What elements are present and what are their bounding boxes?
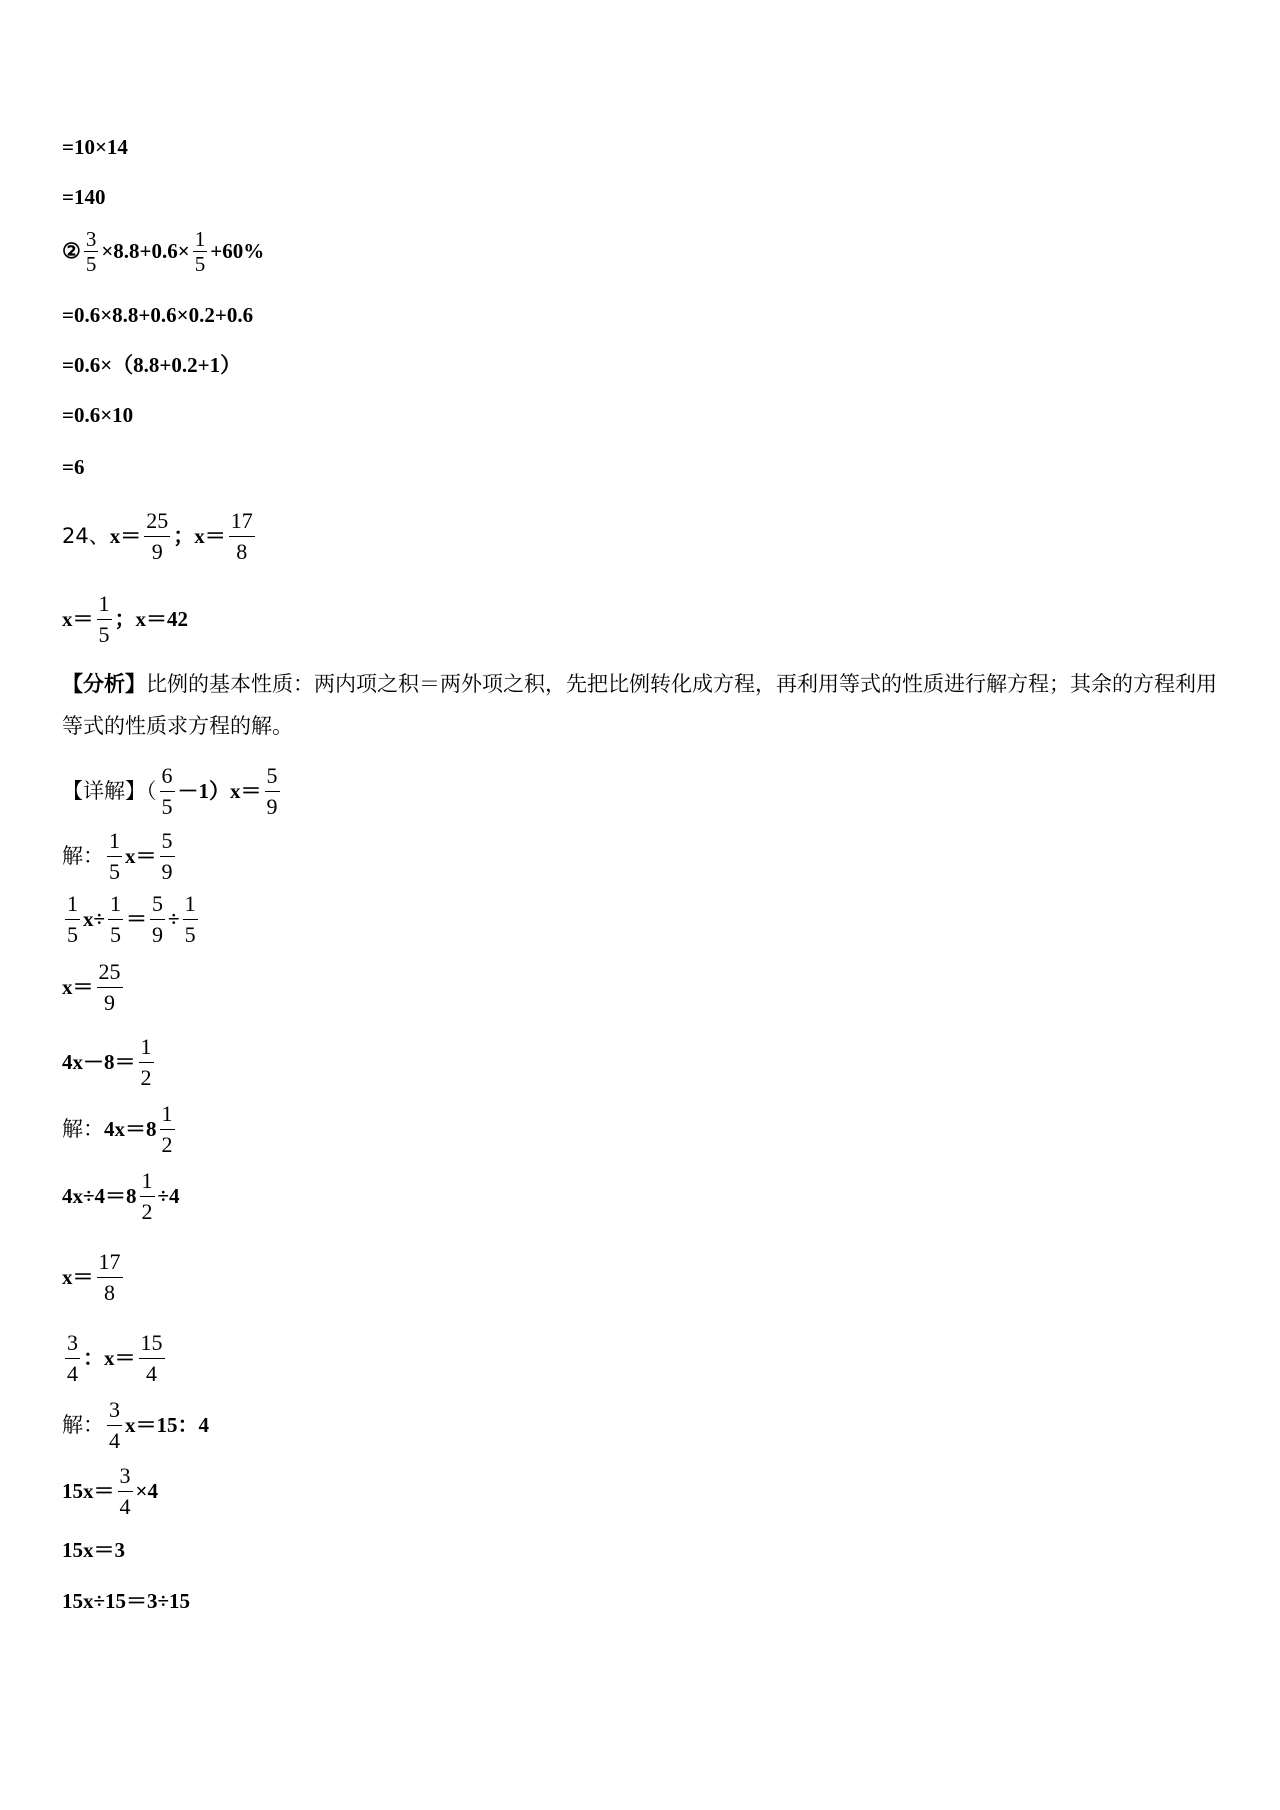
fraction-bar: [229, 536, 255, 537]
fraction-denominator: 9: [161, 858, 173, 884]
fraction: [160, 762, 175, 820]
fraction-numerator: 1: [109, 828, 120, 853]
detail-line: [62, 762, 283, 820]
expression-text: ②: [62, 239, 81, 264]
step-line: [62, 1329, 168, 1387]
fraction-bar: [160, 1129, 175, 1130]
fraction-denominator: 2: [161, 1131, 173, 1157]
expression-text: x÷: [83, 906, 106, 931]
fraction-numerator: 5: [266, 763, 278, 788]
fraction: [183, 890, 198, 948]
fraction-numerator: 17: [230, 508, 253, 533]
expression-text: ：x＝: [83, 1345, 136, 1370]
expression-text: －1）x＝: [177, 778, 262, 803]
expression-text: x＝: [62, 1264, 94, 1289]
step-line: [62, 305, 253, 326]
fraction: [107, 1396, 122, 1454]
expression-text: x＝: [62, 974, 94, 999]
fraction-bar: [107, 1425, 122, 1426]
fraction-denominator: 8: [104, 1279, 115, 1305]
fraction-denominator: 2: [141, 1198, 153, 1224]
fraction-denominator: 5: [67, 921, 78, 947]
fraction-numerator: 3: [67, 1330, 78, 1355]
fraction: [160, 827, 175, 885]
fraction-bar: [118, 1491, 133, 1492]
fraction-bar: [139, 1358, 165, 1359]
fraction: [150, 890, 165, 948]
expression-text: =6: [62, 455, 85, 479]
expression-text: 15x＝: [62, 1478, 115, 1503]
expression-text: 15x＝3: [62, 1538, 125, 1562]
fraction-numerator: 1: [140, 1034, 152, 1059]
fraction-bar: [160, 856, 175, 857]
step-line: [62, 827, 178, 885]
fraction: [160, 1100, 175, 1158]
fraction: [97, 958, 123, 1016]
fraction: [65, 890, 80, 948]
expression-text: 4x÷4＝8: [62, 1183, 137, 1208]
fraction-bar: [65, 919, 80, 920]
fraction-bar: [139, 1062, 154, 1063]
fraction-numerator: 5: [161, 828, 173, 853]
expression-text: 15x÷15＝3÷15: [62, 1589, 191, 1613]
step-line: [62, 1396, 209, 1454]
fraction-denominator: 2: [140, 1064, 152, 1090]
fraction-denominator: 4: [119, 1493, 131, 1519]
fraction: [97, 1248, 123, 1306]
fraction-bar: [97, 619, 112, 620]
step-line: [62, 355, 241, 376]
fraction-numerator: 3: [109, 1397, 120, 1422]
fraction-bar: [97, 987, 123, 988]
fraction-numerator: 3: [119, 1463, 131, 1488]
expression-text: 4x－8＝: [62, 1049, 136, 1074]
fraction: [193, 228, 208, 275]
fraction-bar: [160, 791, 175, 792]
analysis-text: 比例的基本性质：两内项之积＝两外项之积，先把比例转化成方程，再利用等式的性质进行解方程；其余的方程利用等式的性质求方程的解。: [62, 672, 1217, 738]
expression-text: 【详解】（: [62, 778, 157, 803]
expression-text: x＝: [125, 843, 157, 868]
step-line: [62, 457, 84, 478]
fraction: [139, 1329, 165, 1387]
fraction-numerator: 6: [161, 763, 173, 788]
fraction-numerator: 15: [140, 1330, 163, 1355]
fraction-numerator: 17: [98, 1249, 121, 1274]
fraction-bar: [183, 919, 198, 920]
fraction: [65, 1329, 80, 1387]
fraction-numerator: 1: [110, 891, 122, 916]
fraction-numerator: 3: [85, 227, 97, 251]
fraction-bar: [144, 536, 170, 537]
fraction-denominator: 5: [85, 252, 97, 277]
step-line: [62, 1167, 180, 1225]
fraction-denominator: 9: [266, 793, 278, 819]
fraction: [118, 1462, 133, 1520]
step-line: [62, 1033, 157, 1091]
fraction-numerator: 1: [194, 227, 206, 251]
fraction-denominator: 5: [98, 621, 110, 647]
step-line: [62, 890, 201, 948]
step-line: [62, 228, 264, 275]
expression-text: =10×14: [62, 135, 128, 159]
fraction-denominator: 5: [109, 858, 120, 884]
fraction-numerator: 1: [184, 891, 196, 916]
step-line: [62, 1540, 125, 1561]
fraction-denominator: 5: [161, 793, 173, 819]
fraction: [107, 827, 122, 885]
fraction-bar: [150, 919, 165, 920]
fraction: [265, 762, 280, 820]
step-line: [62, 137, 128, 158]
expression-text: =0.6×8.8+0.6×0.2+0.6: [62, 303, 254, 327]
fraction-denominator: 9: [151, 538, 163, 564]
analysis-label: 【分析】: [62, 672, 146, 696]
expression-text: +60%: [210, 239, 265, 264]
expression-text: ＝: [126, 906, 148, 931]
expression-text: =0.6×（8.8+0.2+1）: [62, 353, 242, 377]
fraction-bar: [265, 791, 280, 792]
fraction-bar: [107, 856, 122, 857]
fraction-numerator: 5: [152, 891, 164, 916]
fraction-denominator: 8: [236, 538, 248, 564]
fraction-denominator: 9: [104, 989, 115, 1015]
fraction-denominator: 5: [194, 252, 206, 277]
fraction-numerator: 1: [161, 1101, 173, 1126]
fraction-denominator: 9: [152, 921, 164, 947]
fraction-numerator: 1: [141, 1168, 153, 1193]
fraction-denominator: 4: [67, 1360, 78, 1386]
fraction: [144, 507, 170, 565]
expression-text: 解：: [62, 1412, 104, 1437]
expression-text: x＝15：4: [125, 1412, 209, 1437]
fraction: [139, 1033, 154, 1091]
step-line: [62, 1462, 158, 1520]
expression-text: =0.6×10: [62, 403, 134, 427]
fraction-bar: [108, 919, 123, 920]
expression-text: 4x＝8: [104, 1116, 157, 1141]
fraction-bar: [97, 1277, 123, 1278]
step-line: [62, 405, 133, 426]
analysis-paragraph: [62, 663, 1222, 747]
expression-text: 解：: [62, 843, 104, 868]
answer-line-24: [62, 507, 258, 565]
fraction-bar: [140, 1196, 155, 1197]
fraction: [140, 1167, 155, 1225]
step-line: [62, 1100, 178, 1158]
expression-text: ；x＝: [173, 523, 226, 548]
fraction-numerator: 25: [98, 959, 121, 984]
fraction: [229, 507, 255, 565]
fraction-numerator: 25: [146, 508, 169, 533]
fraction-denominator: 5: [184, 921, 196, 947]
fraction-denominator: 4: [146, 1360, 157, 1386]
expression-text: x＝: [109, 523, 142, 548]
step-line: [62, 1591, 190, 1612]
expression-text: =140: [62, 185, 106, 209]
expression-text: ÷: [168, 906, 180, 931]
expression-text: 24、: [62, 523, 110, 548]
fraction-numerator: 1: [67, 891, 78, 916]
fraction: [108, 890, 123, 948]
fraction-numerator: 1: [98, 591, 110, 616]
expression-text: ×8.8+0.6×: [101, 239, 190, 264]
fraction-denominator: 5: [110, 921, 122, 947]
fraction-denominator: 4: [109, 1427, 120, 1453]
step-line: [62, 958, 126, 1016]
expression-text: 解：: [62, 1116, 104, 1141]
fraction: [84, 228, 99, 275]
expression-text: ×4: [135, 1478, 158, 1503]
expression-text: x＝: [62, 606, 94, 631]
expression-text: ÷4: [157, 1183, 180, 1208]
expression-text: ；x＝42: [114, 606, 188, 631]
step-line: [62, 1248, 126, 1306]
fraction: [97, 590, 112, 648]
answer-line: [62, 590, 188, 648]
step-line: [62, 187, 105, 208]
fraction-bar: [65, 1358, 80, 1359]
